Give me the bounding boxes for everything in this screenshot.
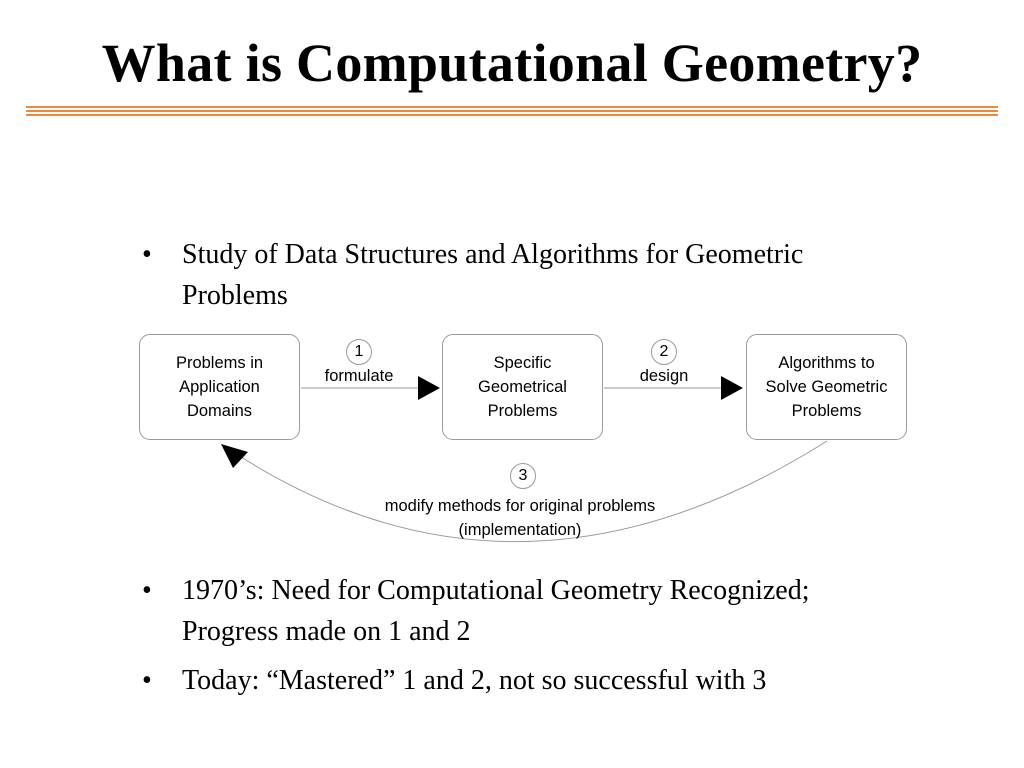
box-line: Problems in (175, 354, 264, 372)
box-line: Application (179, 378, 260, 396)
box-line: Specific (493, 354, 552, 372)
box-line: Problems (791, 402, 862, 420)
box-line: Problems (487, 402, 558, 420)
bullet-text-line: 1970’s: Need for Computational Geometry Recognized; (182, 575, 810, 606)
box-problems-in-application-domains (139, 334, 300, 440)
arrowhead-design (721, 376, 743, 400)
bullet-marker: • (142, 665, 152, 696)
step-label-design: design (639, 367, 689, 385)
box-algorithms-to-solve (746, 334, 907, 440)
bullet-text-line: Study of Data Structures and Algorithms for Geometric (182, 239, 804, 270)
step-label-implementation: (implementation) (458, 521, 582, 539)
box-line: Domains (186, 402, 253, 420)
step-label-modify: modify methods for original problems (384, 497, 656, 515)
bullet-marker: • (142, 575, 152, 606)
bullet-marker: • (142, 239, 152, 270)
slide-title: What is Computational Geometry? (101, 33, 923, 93)
arrowhead-feedback (221, 444, 248, 468)
step-number-1: 1 (346, 339, 372, 365)
step-label-formulate: formulate (324, 367, 394, 385)
box-line: Solve Geometric (765, 378, 888, 396)
step-number-3: 3 (510, 463, 536, 489)
box-line: Geometrical (478, 378, 567, 396)
bullet-text-line: Progress made on 1 and 2 (182, 616, 471, 647)
step-number-2: 2 (651, 339, 677, 365)
box-line: Algorithms to (778, 354, 875, 372)
box-specific-geometrical-problems (442, 334, 603, 440)
bullet-text-line: Today: “Mastered” 1 and 2, not so successful with 3 (182, 665, 767, 696)
arrowhead-formulate (418, 376, 440, 400)
bullet-text-line: Problems (182, 280, 288, 311)
